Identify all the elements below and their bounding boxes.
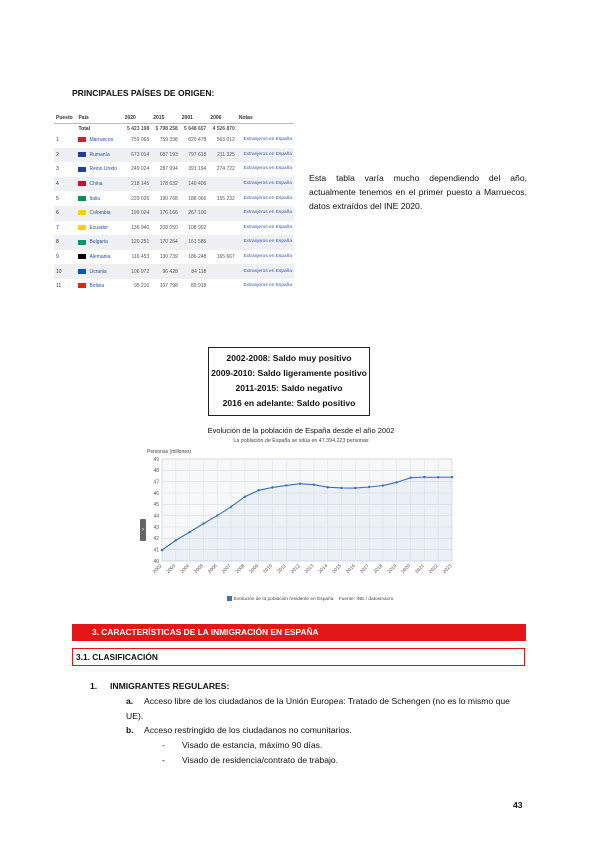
value-cell: [208, 264, 237, 279]
flag-icon: [78, 269, 86, 274]
data-point: [230, 506, 232, 508]
note-link[interactable]: Extranjeros en España: [243, 283, 292, 289]
x-tick-label: 2020: [400, 563, 412, 575]
value-cell: [208, 221, 237, 236]
country-name: Bolivia: [89, 283, 105, 290]
list-item-text: Visado de residencia/contrato de trabajo.: [182, 755, 339, 765]
country-cell[interactable]: [76, 235, 122, 250]
list-item-label: INMIGRANTES REGULARES:: [110, 681, 230, 691]
value-cell: 155 232: [216, 195, 235, 202]
balance-line: 2016 en adelante: Saldo positivo: [222, 398, 356, 408]
flag-icon: [78, 152, 86, 157]
y-tick-label: 42: [153, 536, 159, 543]
y-tick-label: 48: [153, 468, 159, 475]
legend-swatch-icon: [227, 596, 232, 601]
value-cell: 687 193: [151, 148, 180, 163]
flag-icon: [78, 283, 86, 288]
value-cell: 176 166: [151, 206, 180, 221]
y-tick-label: 44: [153, 513, 159, 520]
country-name: Alemania: [89, 254, 111, 261]
table-cell: [237, 124, 294, 134]
header-2015: 2015: [151, 112, 180, 124]
table-row: [54, 133, 294, 148]
value-cell: 673 014: [123, 148, 152, 163]
note-link[interactable]: Extranjeros en España: [237, 235, 294, 250]
total-value: 5 423 198: [126, 125, 150, 132]
migration-balance-box: [208, 347, 370, 416]
value-cell: 106 972: [123, 264, 152, 279]
data-point: [299, 483, 301, 485]
flag-icon: [78, 167, 86, 172]
table-row: [54, 235, 294, 250]
y-tick-label: 40: [153, 558, 159, 565]
rank-cell: 2: [54, 148, 76, 163]
value-cell: 190 768: [159, 195, 178, 202]
list-marker: b.: [126, 725, 134, 735]
balance-line: 2009-2010: Saldo ligeramente positivo: [211, 368, 367, 378]
y-tick-label: 49: [153, 456, 159, 463]
data-point: [257, 489, 259, 491]
country-cell[interactable]: [76, 148, 122, 163]
table-row: [54, 162, 294, 177]
total-label: Total: [78, 125, 91, 132]
value-cell: [208, 177, 237, 192]
rank-cell: 6: [54, 206, 76, 221]
x-tick-label: 2017: [359, 563, 371, 575]
header-2020: 2020: [123, 112, 152, 124]
value-cell: 563 012: [216, 137, 235, 144]
value-cell: 165 667: [216, 254, 235, 261]
x-tick-label: 2014: [318, 563, 330, 575]
flag-icon: [78, 254, 86, 259]
value-cell: 218 145: [123, 177, 152, 192]
x-tick-label: 2002: [152, 563, 164, 575]
note-link[interactable]: Extranjeros en España: [243, 195, 292, 201]
total-value: 5 798 258: [155, 125, 178, 132]
header-2001: 2001: [180, 112, 209, 124]
value-cell: [208, 279, 237, 294]
list-number: 1.: [90, 681, 98, 691]
flag-icon: [78, 240, 86, 245]
data-point: [368, 486, 370, 488]
x-tick-label: 2013: [304, 563, 316, 575]
table-row: [54, 148, 294, 163]
data-point: [188, 531, 190, 533]
table-row: [54, 279, 294, 294]
data-point: [423, 476, 425, 478]
data-point: [437, 476, 439, 478]
note-link[interactable]: Extranjeros en España: [243, 166, 292, 172]
origin-countries-table: [54, 112, 294, 294]
rank-cell: 9: [56, 254, 59, 261]
data-point: [409, 477, 411, 479]
country-name: Italia: [89, 195, 101, 202]
y-tick-label: 43: [153, 524, 159, 531]
value-cell: 140 406: [180, 177, 209, 192]
page-number: 43: [513, 800, 523, 810]
x-tick-label: 2008: [235, 563, 247, 575]
list-dash: -: [162, 740, 165, 750]
value-cell: 116 453: [131, 254, 150, 261]
x-tick-label: 2012: [290, 563, 302, 575]
total-value: 5 648 657: [184, 125, 207, 132]
data-point: [382, 484, 384, 486]
table-row: [54, 191, 294, 206]
value-cell: [208, 206, 237, 221]
country-cell[interactable]: [76, 221, 122, 236]
country-name: Reino Unido: [89, 166, 117, 173]
data-point: [202, 522, 204, 524]
value-cell: 208 050: [159, 224, 178, 231]
rank-cell: 4: [54, 177, 76, 192]
x-tick-label: 2004: [179, 563, 192, 575]
data-point: [340, 487, 342, 489]
y-tick-label: 45: [153, 502, 159, 509]
data-point: [285, 484, 287, 486]
value-cell: 267 100: [180, 206, 209, 221]
country-cell[interactable]: [76, 177, 122, 192]
country-name: Bulgaria: [89, 239, 108, 246]
flag-icon: [78, 225, 86, 230]
x-tick-label: 2007: [221, 563, 233, 575]
data-point: [313, 484, 315, 486]
value-cell: 108 902: [188, 224, 207, 231]
country-name: Rumanía: [89, 151, 110, 158]
y-tick-label: 47: [153, 479, 159, 486]
balance-line: 2002-2008: Saldo muy positivo: [226, 353, 352, 363]
value-cell: 249 024: [131, 166, 150, 173]
section-3-bar: [72, 624, 526, 641]
note-link[interactable]: Extranjeros en España: [243, 137, 292, 143]
value-cell: 84 118: [180, 264, 209, 279]
value-cell: 130 739: [159, 254, 178, 261]
x-tick-label: 2018: [373, 563, 385, 575]
note-link[interactable]: Extranjeros en España: [237, 206, 294, 221]
y-tick-label: 41: [153, 547, 159, 554]
y-tick-label: 46: [153, 490, 159, 497]
value-cell: 820 478: [188, 137, 207, 144]
population-chart: [140, 455, 462, 595]
country-name: Ucrania: [89, 268, 107, 275]
value-cell: 136 940: [131, 224, 150, 231]
table-row: [54, 177, 294, 192]
data-point: [451, 476, 453, 478]
flag-icon: [78, 181, 86, 186]
rank-cell: 3: [56, 166, 59, 173]
country-cell[interactable]: [76, 250, 122, 265]
table-commentary: Esta tabla varía mucho dependiendo del año, actualmente tenemos en el primer puesto a Marruecos, datos extraídos del INE 2020.: [309, 173, 527, 211]
legend-label: Evolución de la población residente en España: [233, 596, 334, 602]
list-item-b: [126, 723, 352, 738]
value-cell: 89 918: [191, 283, 207, 290]
subsection-3-1-title: 3.1. CLASIFICACIÓN: [76, 652, 158, 662]
data-point: [271, 486, 273, 488]
x-tick-label: 2003: [166, 563, 178, 575]
value-cell: 274 722: [216, 166, 235, 173]
rank-cell: 8: [54, 235, 76, 250]
rank-cell: 7: [56, 224, 59, 231]
chart-y-unit: Personas (millones): [147, 449, 192, 455]
list-item-a: [126, 694, 528, 724]
list-item-text: Acceso restringido de los ciudadanos no comunitarios.: [144, 725, 352, 735]
country-name: Ecuador: [89, 224, 109, 231]
x-tick-label: 2015: [331, 563, 343, 575]
data-point: [327, 486, 329, 488]
value-cell: 759 065: [131, 137, 150, 144]
x-tick-label: 2005: [193, 563, 205, 575]
country-cell[interactable]: [76, 264, 122, 279]
balance-line: 2011-2015: Saldo negativo: [235, 383, 343, 393]
x-tick-label: 2022: [428, 563, 440, 575]
value-cell: 229 026: [131, 195, 150, 202]
header-rank: Puesto: [54, 112, 76, 124]
country-cell[interactable]: [76, 162, 122, 177]
country-name: Colombia: [89, 210, 111, 217]
value-cell: 287 994: [159, 166, 178, 173]
rank-cell: 10: [54, 264, 76, 279]
chart-legend: [210, 596, 410, 602]
x-tick-label: 2019: [387, 563, 399, 575]
country-name: Marruecos: [89, 137, 114, 144]
table-total-row: [54, 124, 294, 134]
value-cell: 186 248: [188, 254, 207, 261]
value-cell: 759 398: [159, 137, 178, 144]
x-tick-label: 2023: [442, 563, 454, 575]
value-cell: 391 194: [188, 166, 207, 173]
list-item-text: Acceso libre de los ciudadanos de la Unión Europea: Tratado de Schengen (no es lo mismo que UE).: [126, 696, 510, 721]
value-cell: 170 264: [151, 235, 180, 250]
data-point: [161, 549, 163, 551]
x-tick-label: 2011: [276, 563, 288, 575]
list-item-text: Visado de estancia, máximo 90 días.: [182, 740, 323, 750]
data-point: [216, 514, 218, 516]
x-tick-label: 2009: [248, 563, 261, 575]
section-3-title: 3. CARACTERÍSTICAS DE LA INMIGRACIÓN EN ESPAÑA: [92, 627, 319, 637]
country-cell[interactable]: [76, 279, 122, 294]
subsection-3-1: [72, 648, 525, 666]
legend-source: Fuente: INE / datosmacro: [338, 596, 394, 602]
origins-heading: PRINCIPALES PAÍSES DE ORIGEN:: [72, 88, 215, 98]
value-cell: 107 798: [159, 283, 178, 290]
total-value: 4 526 870: [212, 125, 235, 132]
country-cell[interactable]: [76, 191, 122, 206]
data-point: [354, 487, 356, 489]
value-cell: 199 024: [123, 206, 152, 221]
note-link[interactable]: Extranjeros en España: [243, 224, 292, 230]
table-header-row: [54, 112, 294, 124]
data-point: [244, 496, 246, 498]
note-link[interactable]: Extranjeros en España: [237, 177, 294, 192]
country-cell[interactable]: [76, 206, 122, 221]
table-cell: [54, 124, 76, 134]
list-dash: -: [162, 755, 165, 765]
country-name: China: [89, 181, 103, 188]
list-marker: a.: [126, 696, 134, 706]
country-cell[interactable]: [76, 133, 122, 148]
list-item-regulares: [90, 679, 229, 694]
rank-cell: 1: [56, 137, 59, 144]
note-link[interactable]: Extranjeros en España: [243, 254, 292, 260]
value-cell: 120 251: [123, 235, 152, 250]
x-tick-label: 2016: [345, 563, 357, 575]
value-cell: [208, 235, 237, 250]
list-subitem-residencia: [162, 753, 338, 768]
value-cell: 211 325: [208, 148, 237, 163]
data-point: [175, 539, 177, 541]
header-notes: Notas: [237, 112, 294, 124]
flag-icon: [78, 210, 86, 215]
x-tick-label: 2010: [262, 563, 274, 575]
value-cell: 178 632: [151, 177, 180, 192]
note-link[interactable]: Extranjeros en España: [237, 264, 294, 279]
x-tick-label: 2006: [207, 563, 219, 575]
data-point: [396, 481, 398, 483]
header-2006: 2006: [208, 112, 237, 124]
chart-subtitle: La población de España se sitúa en 47.394.223 personas: [233, 438, 369, 444]
value-cell: 797 618: [180, 148, 209, 163]
list-subitem-estancia: [162, 738, 322, 753]
table-row: [54, 264, 294, 279]
rank-cell: 11: [56, 283, 62, 290]
value-cell: 95 210: [133, 283, 150, 290]
value-cell: 96 428: [151, 264, 180, 279]
rank-cell: 5: [56, 195, 59, 202]
chart-title: Evolución de la población de España desde el año 2002: [207, 426, 395, 435]
value-cell: 161 585: [180, 235, 209, 250]
chart-expand-tab[interactable]: ›: [140, 519, 146, 541]
table-row: [54, 221, 294, 236]
note-link[interactable]: Extranjeros en España: [237, 148, 294, 163]
value-cell: 188 066: [188, 195, 207, 202]
flag-icon: [78, 137, 86, 142]
table-row: [54, 206, 294, 221]
x-tick-label: 2021: [414, 563, 426, 575]
flag-icon: [78, 196, 86, 201]
header-country: País: [76, 112, 122, 124]
table-row: [54, 250, 294, 265]
